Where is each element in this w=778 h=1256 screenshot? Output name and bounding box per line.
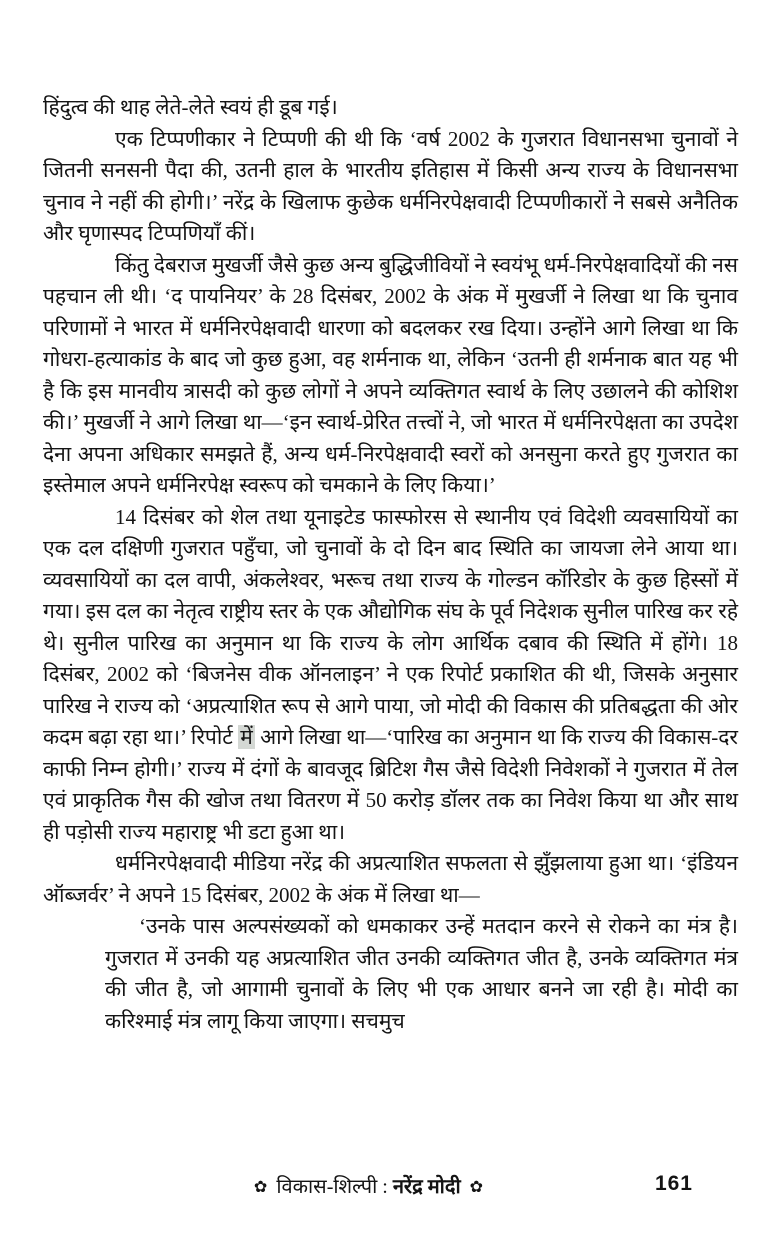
page-body bbox=[43, 92, 738, 1037]
highlighted-word: में bbox=[240, 725, 253, 749]
paragraph-text-before-highlight: 14 दिसंबर को शेल तथा यूनाइटेड फास्फोरस से स्थानीय एवं विदेशी व्यवसायियों का एक दल दक्षिणी गुजरात पहुँचा, जो चुनावों के दो दिन बाद स्थिति का जायजा लेने आया था। व्यवसायियों का दल वापी, अंकलेश्वर, भरूच तथा राज्य के गोल्डन कॉरिडोर के कुछ हिस्सों में गया। इस दल का नेतृत्व राष्ट्रीय स्तर के एक औद्योगिक संघ के पूर्व निदेशक सुनील पारिख कर रहे थे। सुनील पारिख का अनुमान था कि राज्य के लोग आर्थिक दबाव की स्थिति में होंगे। 18 दिसंबर, 2002 को ‘बिजनेस वीक ऑनलाइन’ ने एक रिपोर्ट प्रकाशित की थी, जिसके अनुसार पारिख ने राज्य को ‘अप्रत्याशित रूप से आगे पाया, जो मोदी की विकास की प्रतिबद्धता की ओर कदम बढ़ा रहा था।’ रिपोर्ट bbox=[43, 504, 738, 749]
running-title bbox=[21, 1172, 716, 1199]
flower-ornament-icon: ✿ bbox=[469, 1179, 484, 1196]
paragraph-commentator: एक टिप्पणीकार ने टिप्पणी की थी कि ‘वर्ष 2002 के गुजरात विधानसभा चुनावों ने जितनी सनसनी पैदा की, उतनी हाल के भारतीय इतिहास में किसी अन्य राज्य के विधानसभा चुनाव ने नहीं की होगी।’ नरेंद्र के खिलाफ कुछेक धर्मनिरपेक्षवादी टिप्पणीकारों ने सबसे अनैतिक और घृणास्पद टिप्पणियाँ कीं। bbox=[43, 126, 738, 245]
paragraph-text-after-highlight: आगे लिखा था—‘पारिख का अनुमान था कि राज्य की विकास-दर काफी निम्न होगी।’ राज्य में दंगों के बावजूद ब्रिटिश गैस जैसे विदेशी निवेशकों ने गुजरात में तेल एवं प्राकृतिक गैस की खोज तथा वितरण में 50 करोड़ डॉलर तक का निवेश किया था और साथ ही पड़ोसी राज्य महाराष्ट्र भी डटा हुआ था। bbox=[43, 725, 738, 844]
page-footer bbox=[43, 1172, 738, 1206]
running-title-book-name: नरेंद्र मोदी bbox=[392, 1176, 461, 1198]
paragraph-mukherjee: किंतु देबराज मुखर्जी जैसे कुछ अन्य बुद्धिजीवियों ने स्वयंभू धर्म-निरपेक्षवादियों की नस पहचान ली थी। ‘द पायनियर’ के 28 दिसंबर, 2002 के अंक में मुखर्जी ने लिखा था कि चुनाव परिणामों ने भारत में धर्मनिरपेक्षवादी धारणा को बदलकर रख दिया। उन्होंने आगे लिखा था कि गोधरा-हत्याकांड के बाद जो कुछ हुआ, वह शर्मनाक था, लेकिन ‘उतनी ही शर्मनाक बात यह भी है कि इस मानवीय त्रासदी को कुछ लोगों ने अपने व्यक्तिगत स्वार्थ के लिए उछालने की कोशिश की।’ मुखर्जी ने आगे लिखा था—‘इन स्वार्थ-प्रेरित तत्त्वों ने, जो भारत में धर्मनिरपेक्षता का उपदेश देना अपना अधिकार समझते हैं, अन्य धर्म-निरपेक्षवादी स्वरों को अनसुना करते हुए गुजरात का इस्तेमाल अपने धर्मनिरपेक्ष स्वरूप को चमकाने के लिए किया।’ bbox=[43, 252, 738, 497]
paragraph-media: धर्मनिरपेक्षवादी मीडिया नरेंद्र की अप्रत्याशित सफलता से झुँझलाया हुआ था। ‘इंडियन ऑब्जर्वर’ ने अपने 15 दिसंबर, 2002 के अंक में लिखा था— bbox=[43, 851, 738, 907]
block-quote-indian-observer: ‘उनके पास अल्पसंख्यकों को धमकाकर उन्हें मतदान करने से रोकने का मंत्र है। गुजरात में उनकी यह अप्रत्याशित जीत उनकी व्यक्तिगत जीत है, उनके व्यक्तिगत मंत्र की जीत है, जो आगामी चुनावों के लिए भी एक आधार बनने जा रही है। मोदी का करिश्माई मंत्र लागू किया जाएगा। सचमुच bbox=[105, 914, 738, 1033]
paragraph-business-delegation bbox=[43, 502, 738, 849]
flower-ornament-icon: ✿ bbox=[253, 1179, 268, 1196]
running-title-prefix: विकास-शिल्पी : bbox=[276, 1176, 393, 1198]
page-number: 161 bbox=[654, 1172, 693, 1195]
paragraph-continuation: हिंदुत्व की थाह लेते-लेते स्वयं ही डूब गई। bbox=[43, 95, 338, 119]
